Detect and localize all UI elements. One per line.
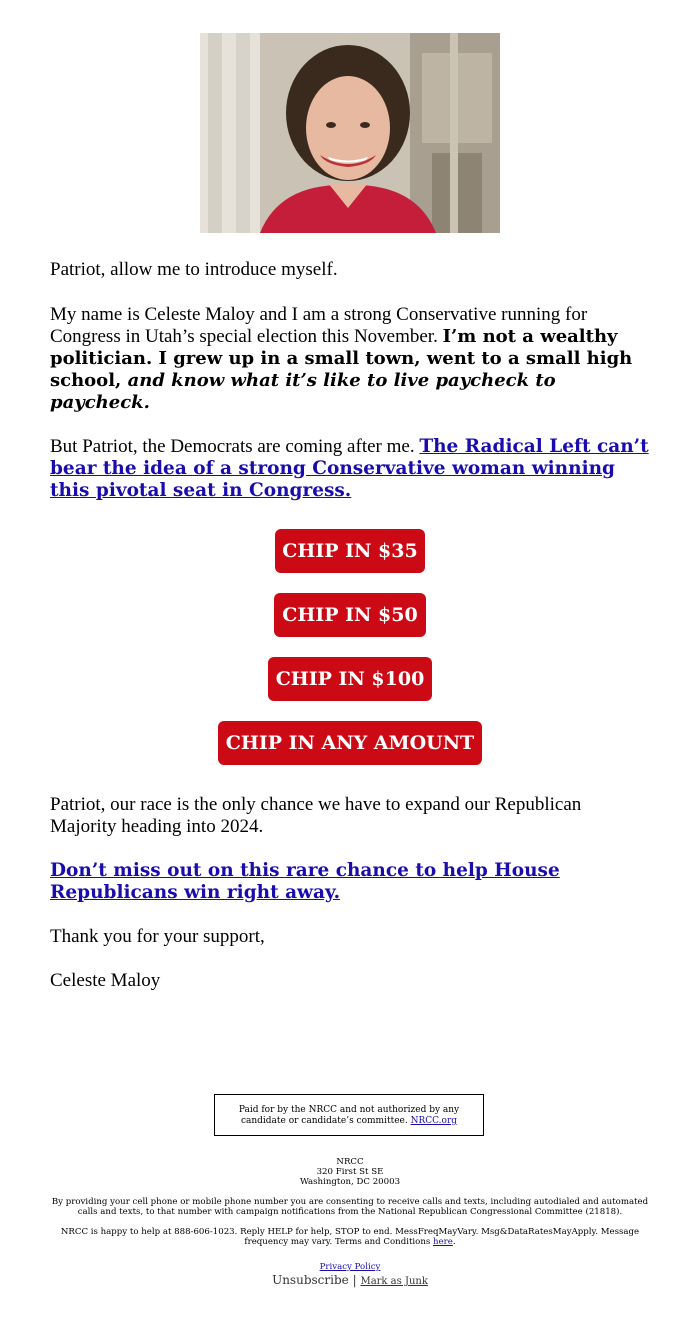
- footer-privacy: [50, 1262, 650, 1272]
- radical-left-link[interactable]: The Radical Left can’t bear the idea of a strong Conservative woman winning this pivotal seat in Congress.: [50, 436, 649, 501]
- chip-in-35-button[interactable]: CHIP IN $35: [275, 529, 425, 573]
- footer-consent: By providing your cell phone or mobile phone number you are consenting to receive calls and texts, including autodialed and automated calls and texts, to that number with campaign notifications from the National Republican Congressional Committee (21818).: [51, 1197, 649, 1217]
- intro-plain: My name is Celeste Maloy and I am a strong Conservative running for Congress in Utah’s special election this November.: [50, 304, 588, 347]
- mark-as-junk-link[interactable]: Mark as Junk: [360, 1276, 428, 1287]
- signature-text: Celeste Maloy: [50, 970, 161, 991]
- greeting-text: Patriot, allow me to introduce myself.: [50, 259, 338, 280]
- disclaimer-text: Paid for by the NRCC and not authorized by any candidate or candidate’s committee.: [238, 1105, 460, 1126]
- threat-paragraph: [50, 436, 650, 502]
- nrcc-org-link[interactable]: NRCC.org: [410, 1116, 458, 1126]
- privacy-policy-link[interactable]: Privacy Policy: [319, 1262, 381, 1272]
- intro-paragraph: [50, 304, 650, 414]
- footer-separator: |: [352, 1273, 357, 1287]
- footer-help-end: .: [452, 1237, 456, 1247]
- footer-unsubscribe-row: [50, 1273, 650, 1289]
- paid-for-disclaimer: [214, 1094, 484, 1136]
- footer-help: [50, 1227, 650, 1247]
- footer-street: 320 First St SE: [316, 1167, 384, 1177]
- chip-in-50-button[interactable]: CHIP IN $50: [274, 593, 426, 637]
- footer-org: NRCC: [336, 1157, 364, 1167]
- thanks-text: Thank you for your support,: [50, 926, 265, 947]
- footer-address: [50, 1157, 650, 1187]
- race-paragraph: Patriot, our race is the only chance we have to expand our Republican Majority heading into 2024.: [50, 794, 582, 837]
- intro-bold: I’m not a wealthy politician. I grew up in a small town, went to a small high school,: [50, 326, 633, 391]
- chip-in-100-button[interactable]: CHIP IN $100: [268, 657, 432, 701]
- portrait-image: [200, 33, 500, 233]
- terms-here-link[interactable]: here: [433, 1237, 453, 1247]
- footer-city: Washington, DC 20003: [299, 1177, 401, 1187]
- chip-in-any-amount-button[interactable]: CHIP IN ANY AMOUNT: [218, 721, 482, 765]
- threat-plain: But Patriot, the Democrats are coming after me.: [50, 436, 420, 457]
- intro-bold-italic: and know what it’s like to live paycheck to paycheck.: [50, 370, 556, 413]
- footer-help-text: NRCC is happy to help at 888-606-1023. Reply HELP for help, STOP to end. MessFreqMayVary. Msg&DataRatesMayApply. Message frequency may vary. Terms and Conditions: [60, 1227, 640, 1247]
- unsubscribe-link[interactable]: Unsubscribe: [272, 1273, 349, 1287]
- cta-paragraph: [50, 860, 650, 904]
- dont-miss-out-link[interactable]: Don’t miss out on this rare chance to help House Republicans win right away.: [50, 860, 560, 903]
- header-photo: [200, 33, 500, 233]
